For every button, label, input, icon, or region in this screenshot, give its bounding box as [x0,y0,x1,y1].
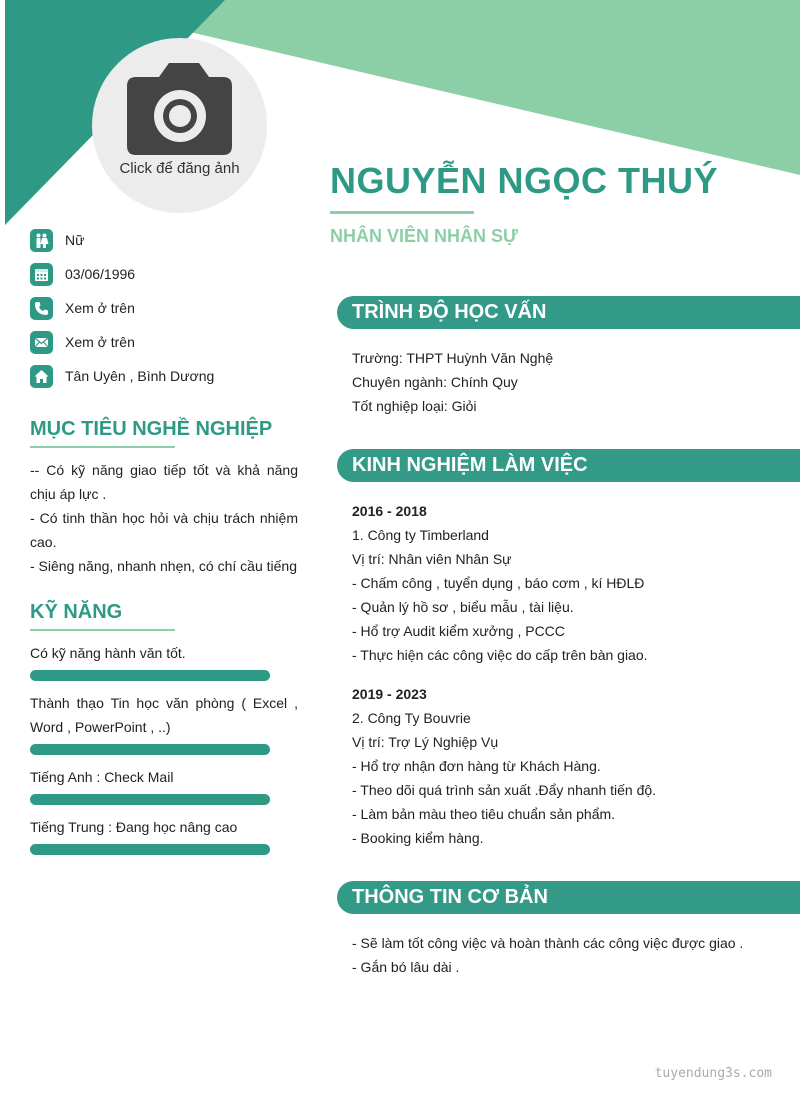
calendar-icon [30,263,53,286]
photo-placeholder[interactable] [92,38,267,213]
job-company: 1. Công ty Timberland [352,527,489,543]
job-task: - Làm bản màu theo tiêu chuẩn sản phẩm. [352,806,616,822]
job-title: NHÂN VIÊN NHÂN SỰ [330,226,518,246]
name-divider [330,211,474,214]
contact-address-value: Tân Uyên , Bình Dương [65,368,215,384]
experience-heading: KINH NGHIỆM LÀM VIỆC [337,449,800,482]
skills-divider [30,629,175,631]
objective-text [30,458,298,578]
objective-heading: MỤC TIÊU NGHỀ NGHIỆP [30,418,273,440]
skill-item: Thành thạo Tin học văn phòng ( Excel , Word , PowerPoint , ..) [30,695,298,735]
job-position: Vị trí: Trợ Lý Nghiệp Vụ [352,734,499,750]
job-task: - Quản lý hồ sơ , biểu mẫu , tài liệu. [352,599,574,615]
contact-address [30,359,310,393]
contact-email [30,325,310,359]
contact-gender [30,223,310,257]
contact-email-value: Xem ở trên [65,334,135,350]
job-position: Vị trí: Nhân viên Nhân Sự [352,551,512,567]
job-task: - Chấm công , tuyển dụng , báo cơm , kí HĐLĐ [352,575,645,591]
skill-bar [30,844,270,855]
email-icon [30,331,53,354]
experience-job-1 [352,499,782,667]
photo-caption: Click để đăng ảnh [119,160,240,177]
contact-birthday-value: 03/06/1996 [65,266,136,282]
basic-info-line: - Sẽ làm tốt công việc và hoàn thành các công việc được giao . [352,935,744,951]
skill-bar [30,744,270,755]
skill-item: Tiếng Trung : Đang học nâng cao [30,819,238,835]
skill-bar [30,670,270,681]
education-line: Chuyên ngành: Chính Quy [352,374,518,390]
skill-bar [30,794,270,805]
home-icon [30,365,53,388]
job-task: - Hổ trợ Audit kiểm xưởng , PCCC [352,623,565,639]
job-task: - Theo dõi quá trình sản xuất .Đẩy nhanh tiến độ. [352,782,657,798]
basic-info-line: - Gắn bó lâu dài . [352,959,460,975]
job-years: 2019 - 2023 [352,686,427,702]
skill-item: Tiếng Anh : Check Mail [30,769,174,785]
basic-info-heading: THÔNG TIN CƠ BẢN [337,881,800,914]
camera-icon [127,63,232,155]
education-line: Trường: THPT Huỳnh Văn Nghệ [352,350,554,366]
job-task: - Thực hiện các công việc do cấp trên bàn giao. [352,647,648,663]
education-line: Tốt nghiệp loại: Giỏi [352,398,477,414]
skill-item: Có kỹ năng hành văn tốt. [30,645,186,661]
objective-line: -- Có kỹ năng giao tiếp tốt và khả năng chịu áp lực . [30,462,298,502]
skills-heading: KỸ NĂNG [30,601,123,623]
objective-line: - Siêng năng, nhanh nhẹn, có chí cầu tiếng [30,558,297,574]
basic-info-body [352,931,782,979]
gender-icon [30,229,53,252]
contact-birthday [30,257,310,291]
contact-phone-value: Xem ở trên [65,300,135,316]
education-body [352,346,782,418]
job-task: - Hổ trợ nhận đơn hàng từ Khách Hàng. [352,758,601,774]
objective-line: - Có tinh thần học hỏi và chịu trách nhiệm cao. [30,510,298,550]
candidate-name: NGUYỄN NGỌC THUÝ [330,160,719,201]
experience-job-2 [352,682,782,850]
phone-icon [30,297,53,320]
watermark: tuyendung3s.com [654,1066,772,1081]
objective-divider [30,446,175,448]
job-company: 2. Công Ty Bouvrie [352,710,471,726]
contact-gender-value: Nữ [65,232,85,248]
job-years: 2016 - 2018 [352,503,427,519]
contact-phone [30,291,310,325]
job-task: - Booking kiểm hàng. [352,830,484,846]
contact-list [30,223,310,393]
education-heading: TRÌNH ĐỘ HỌC VẤN [337,296,800,329]
